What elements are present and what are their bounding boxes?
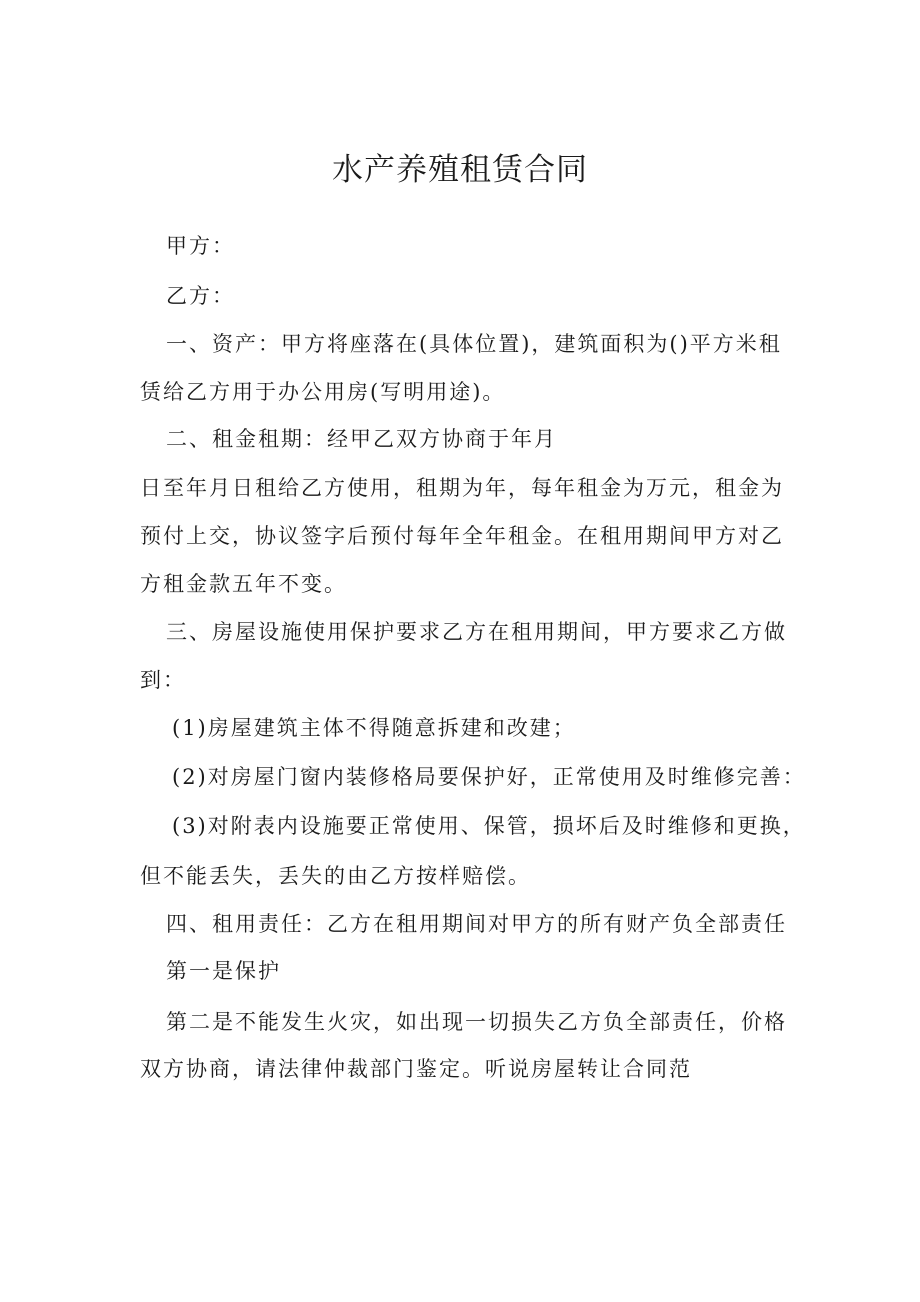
clause-3-item-3: (3)对附表内设施要正常使用、保管，损坏后及时维修和更换， xyxy=(172,814,806,838)
clause-3-item-3-cont: 但不能丢失，丢失的由乙方按样赔偿。 xyxy=(140,864,531,888)
clause-3-line-2: 到： xyxy=(140,668,186,692)
clause-2-line-4: 方租金款五年不变。 xyxy=(140,572,347,596)
clause-2-line-3: 预付上交，协议签字后预付每年全年租金。在租用期间甲方对乙 xyxy=(140,524,784,548)
document-title: 水产养殖租赁合同 xyxy=(332,152,588,188)
clause-2-line-2: 日至年月日租给乙方使用，租期为年，每年租金为万元，租金为 xyxy=(140,476,784,500)
clause-4-line-2: 第一是保护 xyxy=(166,959,281,983)
party-a-line: 甲方： xyxy=(166,234,235,258)
clause-1-line-1: 一、资产：甲方将座落在(具体位置)，建筑面积为()平方米租 xyxy=(166,332,782,356)
party-b-line: 乙方： xyxy=(166,284,235,308)
clause-3-item-1: (1)房屋建筑主体不得随意拆建和改建； xyxy=(172,716,576,740)
clause-4-line-4: 双方协商，请法律仲裁部门鉴定。听说房屋转让合同范 xyxy=(140,1057,692,1081)
clause-1-line-2: 赁给乙方用于办公用房(写明用途)。 xyxy=(140,380,506,404)
clause-3-item-2: (2)对房屋门窗内装修格局要保护好，正常使用及时维修完善： xyxy=(172,765,806,789)
clause-3-line-1: 三、房屋设施使用保护要求乙方在租用期间，甲方要求乙方做 xyxy=(166,620,787,644)
clause-2-line-1: 二、租金租期：经甲乙双方协商于年月 xyxy=(166,427,557,451)
clause-4-line-3: 第二是不能发生火灾，如出现一切损失乙方负全部责任，价格 xyxy=(166,1010,787,1034)
clause-4-line-1: 四、租用责任：乙方在租用期间对甲方的所有财产负全部责任 xyxy=(166,912,787,936)
